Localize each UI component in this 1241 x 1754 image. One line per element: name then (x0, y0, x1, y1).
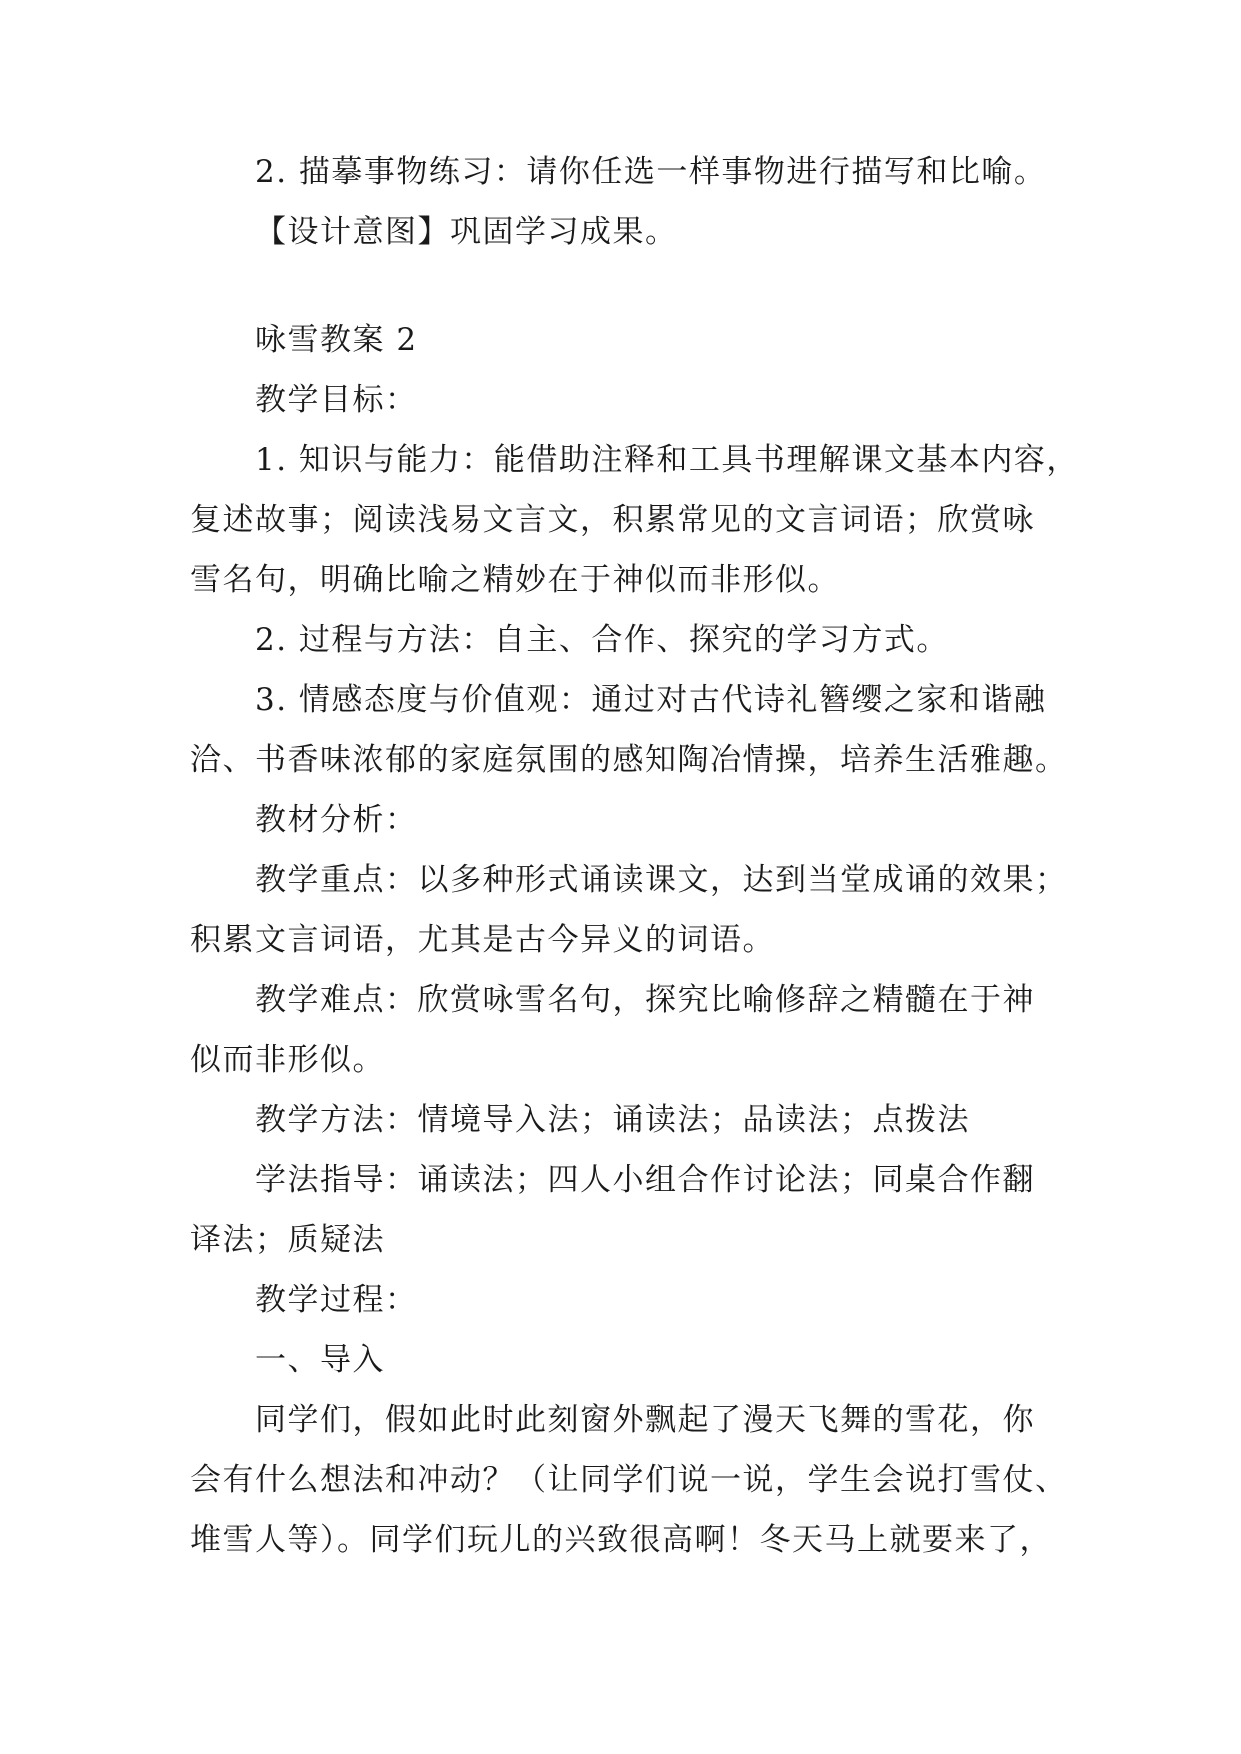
paragraph-line: 堆雪人等）。同学们玩儿的兴致很高啊！冬天马上就要来了， (190, 1522, 1052, 1558)
paragraph-line: 一、导入 (255, 1342, 385, 1378)
paragraph-line: 2. 描摹事物练习：请你任选一样事物进行描写和比喻。 (255, 154, 1047, 190)
paragraph-line: 教学重点：以多种形式诵读课文，达到当堂成诵的效果； (255, 862, 1068, 898)
paragraph-line: 教学目标： (255, 382, 418, 418)
paragraph-line: 会有什么想法和冲动？（让同学们说一说，学生会说打雪仗、 (190, 1462, 1068, 1498)
paragraph-line: 译法；质疑法 (190, 1222, 385, 1258)
paragraph-line: 积累文言词语，尤其是古今异义的词语。 (190, 922, 775, 958)
paragraph-line: 教学过程： (255, 1282, 418, 1318)
paragraph-line: 学法指导：诵读法；四人小组合作讨论法；同桌合作翻 (255, 1162, 1035, 1198)
paragraph-line: 似而非形似。 (190, 1042, 385, 1078)
paragraph-line: 雪名句，明确比喻之精妙在于神似而非形似。 (190, 562, 840, 598)
paragraph-line: 复述故事；阅读浅易文言文，积累常见的文言词语；欣赏咏 (190, 502, 1035, 538)
paragraph-line: 教材分析： (255, 802, 418, 838)
section-title: 咏雪教案 2 (255, 322, 418, 358)
paragraph-line: 教学方法：情境导入法；诵读法；品读法；点拨法 (255, 1102, 970, 1138)
paragraph-line: 洽、书香味浓郁的家庭氛围的感知陶冶情操，培养生活雅趣。 (190, 742, 1068, 778)
paragraph-line: 【设计意图】巩固学习成果。 (255, 214, 678, 250)
paragraph-line: 同学们，假如此时此刻窗外飘起了漫天飞舞的雪花，你 (255, 1402, 1035, 1438)
paragraph-line: 教学难点：欣赏咏雪名句，探究比喻修辞之精髓在于神 (255, 982, 1035, 1018)
paragraph-line: 3. 情感态度与价值观：通过对古代诗礼簪缨之家和谐融 (255, 682, 1047, 718)
paragraph-line: 2. 过程与方法：自主、合作、探究的学习方式。 (255, 622, 949, 658)
paragraph-line: 1. 知识与能力：能借助注释和工具书理解课文基本内容， (255, 442, 1079, 478)
